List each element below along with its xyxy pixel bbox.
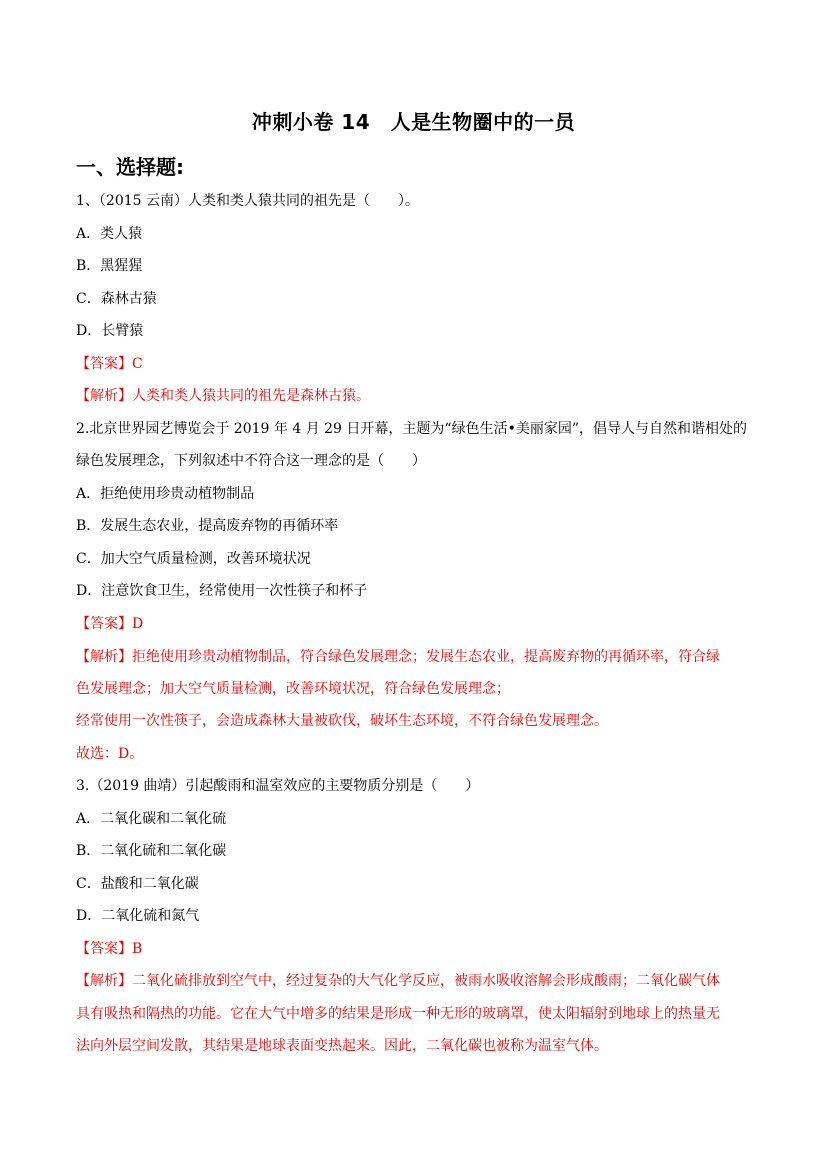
- q2-option-b: B．发展生态农业，提高废弃物的再循环率: [76, 518, 339, 534]
- answer-value: D: [132, 616, 144, 632]
- answer-tag: 【答案】: [76, 616, 132, 632]
- q2-answer: [76, 614, 143, 634]
- q1-answer: [76, 354, 143, 374]
- q3-analysis-line-2: 具有吸热和隔热的功能。它在大气中增多的结果是形成一种无形的玻璃罩，使太阳辐射到地球上的热量无: [76, 1006, 720, 1022]
- q3-analysis-line-1: [76, 971, 720, 991]
- q2-option-a: A．拒绝使用珍贵动植物制品: [76, 486, 255, 502]
- analysis-tag: 【解析】: [76, 649, 132, 665]
- answer-value: C: [132, 356, 143, 372]
- q3-option-c: C．盐酸和二氧化碳: [76, 876, 199, 892]
- q1-analysis: [76, 386, 370, 406]
- q2-analysis-line-1: [76, 647, 720, 667]
- q1-option-b: B．黑猩猩: [76, 258, 143, 274]
- page-title: 冲刺小卷 14 人是生物圈中的一员: [251, 110, 576, 134]
- analysis-text: 二氧化硫排放到空气中，经过复杂的大气化学反应，被雨水吸收溶解会形成酸雨；二氧化碳气体: [132, 973, 720, 989]
- analysis-text: 人类和类人猿共同的祖先是森林古猿。: [132, 388, 370, 404]
- question-2-stem-line-1: 2.北京世界园艺博览会于 2019 年 4 月 29 日开幕，主题为“绿色生活•美丽家园”，倡导人与自然和谐相处的: [76, 421, 747, 437]
- q3-option-a: A．二氧化碳和二氧化硫: [76, 811, 227, 827]
- q3-option-d: D．二氧化硫和氮气: [76, 908, 200, 924]
- q2-analysis-line-3: 经常使用一次性筷子，会造成森林大量被砍伐，破坏生态环境，不符合绿色发展理念。: [76, 713, 608, 729]
- q2-option-d: D．注意饮食卫生，经常使用一次性筷子和杯子: [76, 583, 368, 599]
- q2-option-c: C．加大空气质量检测，改善环境状况: [76, 551, 311, 567]
- q2-analysis-line-2: 色发展理念；加大空气质量检测，改善环境状况，符合绿色发展理念；: [76, 681, 510, 697]
- q2-conclusion: 故选：D。: [76, 746, 144, 762]
- question-1-stem: 1、（2015 云南）人类和类人猿共同的祖先是（ ）。: [76, 193, 419, 209]
- q3-answer: [76, 939, 142, 959]
- question-2-stem-line-2: 绿色发展理念，下列叙述中不符合这一理念的是（ ）: [76, 453, 426, 469]
- q3-analysis-line-3: 法向外层空间发散，其结果是地球表面变热起来。因此，二氧化碳也被称为温室气体。: [76, 1038, 608, 1054]
- question-3-stem: 3.（2019 曲靖）引起酸雨和温室效应的主要物质分别是（ ）: [76, 778, 480, 794]
- q1-option-d: D．长臂猿: [76, 323, 144, 339]
- analysis-tag: 【解析】: [76, 973, 132, 989]
- answer-value: B: [132, 941, 143, 957]
- section-heading: 一、选择题:: [76, 155, 184, 179]
- answer-tag: 【答案】: [76, 356, 132, 372]
- analysis-text: 拒绝使用珍贵动植物制品，符合绿色发展理念；发展生态农业，提高废弃物的再循环率，符合绿: [132, 649, 720, 665]
- q1-option-a: A．类人猿: [76, 226, 143, 242]
- q3-option-b: B．二氧化硫和二氧化碳: [76, 843, 227, 859]
- analysis-tag: 【解析】: [76, 388, 132, 404]
- answer-tag: 【答案】: [76, 941, 132, 957]
- q1-option-c: C．森林古猿: [76, 291, 157, 307]
